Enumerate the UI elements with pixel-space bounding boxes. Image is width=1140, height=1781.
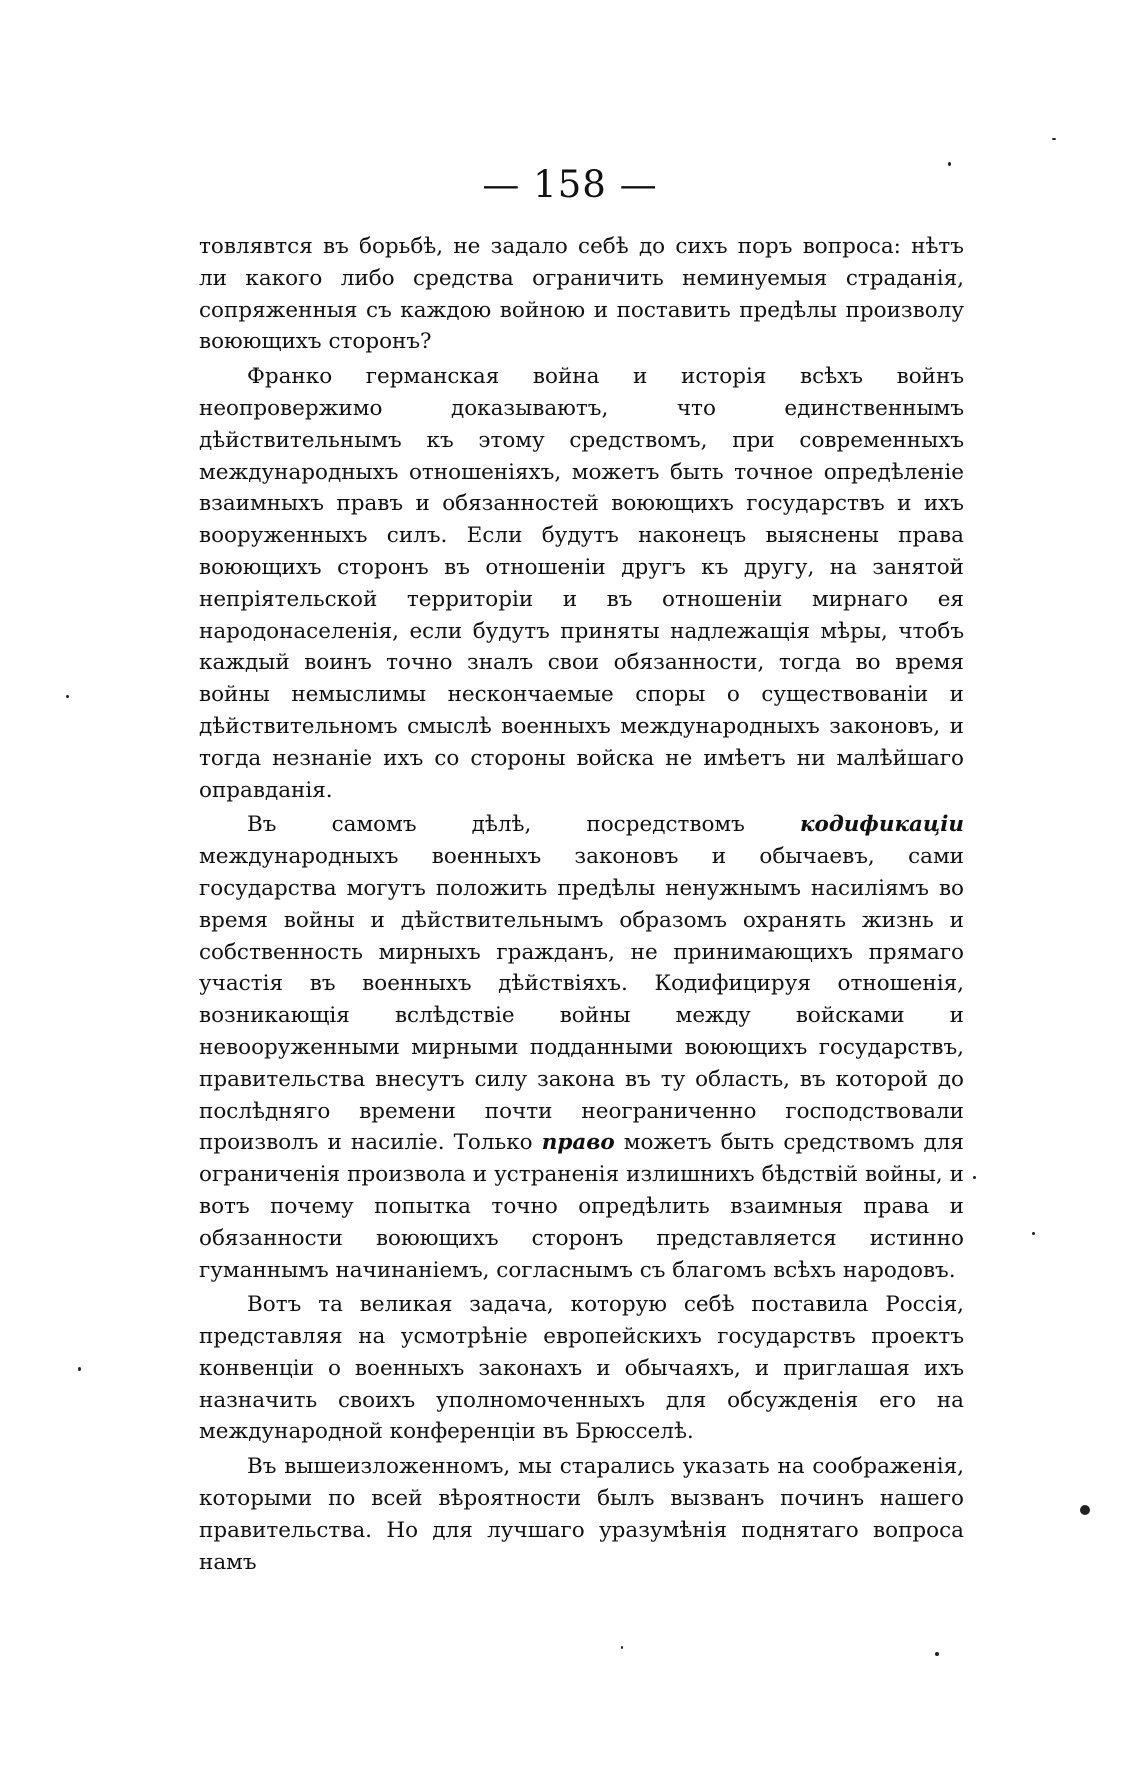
scan-speck	[66, 695, 69, 698]
scan-speck	[935, 1652, 939, 1656]
paragraph-4-text: Вотъ та великая задача, которую себѣ поставила Россія, представляя на усмотрѣніе европейскихъ государствъ проектъ конвенціи о военныхъ законахъ и обычаяхъ, и приглашая ихъ назначить своихъ уполномоченныхъ для обсужденія его на международной конференціи въ Брюсселѣ.	[199, 1292, 964, 1445]
paragraph-4	[199, 1289, 964, 1448]
paragraph-3-text-c: можетъ быть средствомъ для ограниченія произвола и устраненія излишнихъ бѣдствій войны, и вотъ почему попытка точно опредѣлить взаимныя права и обязанности воюющихъ сторонъ представляется истинно гуманнымъ начинаніемъ, согласнымъ съ благомъ всѣхъ народовъ.	[199, 1130, 964, 1283]
emphasis-law: право	[541, 1130, 615, 1156]
paragraph-5-text: Въ вышеизложенномъ, мы старались указать на соображенія, которыми по всей вѣроятности былъ вызванъ починъ нашего правительства. Но для лучшаго уразумѣнія поднятаго вопроса намъ	[199, 1454, 964, 1575]
paragraph-2-text: Франко германская война и исторія всѣхъ войнъ неопровержимо доказываютъ, что единственнымъ дѣйствительнымъ къ этому средствомъ, при современныхъ международныхъ отношеніяхъ, можетъ быть точное опредѣленіе взаимныхъ правъ и обязанностей воюющихъ государствъ и ихъ вооруженныхъ силъ. Если будутъ наконецъ выяснены права воюющихъ сторонъ въ отношеніи другъ къ другу, на занятой непріятельской территоріи и въ отношеніи мирнаго ея народонаселенія, если будутъ приняты надлежащія мѣры, чтобъ каждый воинъ точно зналъ свои обязанности, тогда во время войны немыслимы нескончаемые споры о существованіи и дѣйствительномъ смыслѣ военныхъ международныхъ законовъ, и тогда незнаніе ихъ со стороны войска не имѣетъ ни малѣйшаго оправданія.	[199, 364, 964, 803]
scan-speck	[973, 1176, 976, 1179]
paragraph-3-text-b: международныхъ военныхъ законовъ и обычаевъ, сами государства могутъ положить предѣлы ненужнымъ насиліямъ во время войны и дѣйствительнымъ образомъ охранять жизнь и собственность мирныхъ гражданъ, не принимающихъ прямаго участія въ военныхъ дѣйствіяхъ. Кодифицируя отношенія, возникающія вслѣдствіе войны между войсками и невооруженными мирными подданными воюющихъ государствъ, правительства внесутъ силу закона въ ту область, въ которой до послѣдняго времени почти неограниченно господствовали произволъ и насиліе. Только	[199, 844, 964, 1156]
body-text	[199, 231, 964, 1581]
scan-speck	[1052, 138, 1056, 140]
scan-speck	[1080, 1505, 1090, 1515]
scan-speck	[948, 162, 951, 166]
emphasis-codification: кодификаціи	[799, 812, 964, 838]
paragraph-1	[199, 231, 964, 358]
paragraph-5	[199, 1451, 964, 1578]
paragraph-3-text-a: Въ самомъ дѣлѣ, посредствомъ	[247, 812, 800, 838]
scan-speck	[621, 1646, 623, 1649]
paragraph-1-text: товлявтся въ борьбѣ, не задало себѣ до сихъ поръ вопроса: нѣтъ ли какого либо средства ограничить неминуемыя страданія, сопряженныя съ каждою войною и поставить предѣлы произволу воюющихъ сторонъ?	[199, 234, 964, 355]
page-number: — 158 —	[482, 163, 658, 206]
scan-speck	[1032, 1232, 1035, 1235]
scan-speck	[78, 1367, 81, 1371]
paragraph-2	[199, 361, 964, 806]
paragraph-3	[199, 809, 964, 1286]
